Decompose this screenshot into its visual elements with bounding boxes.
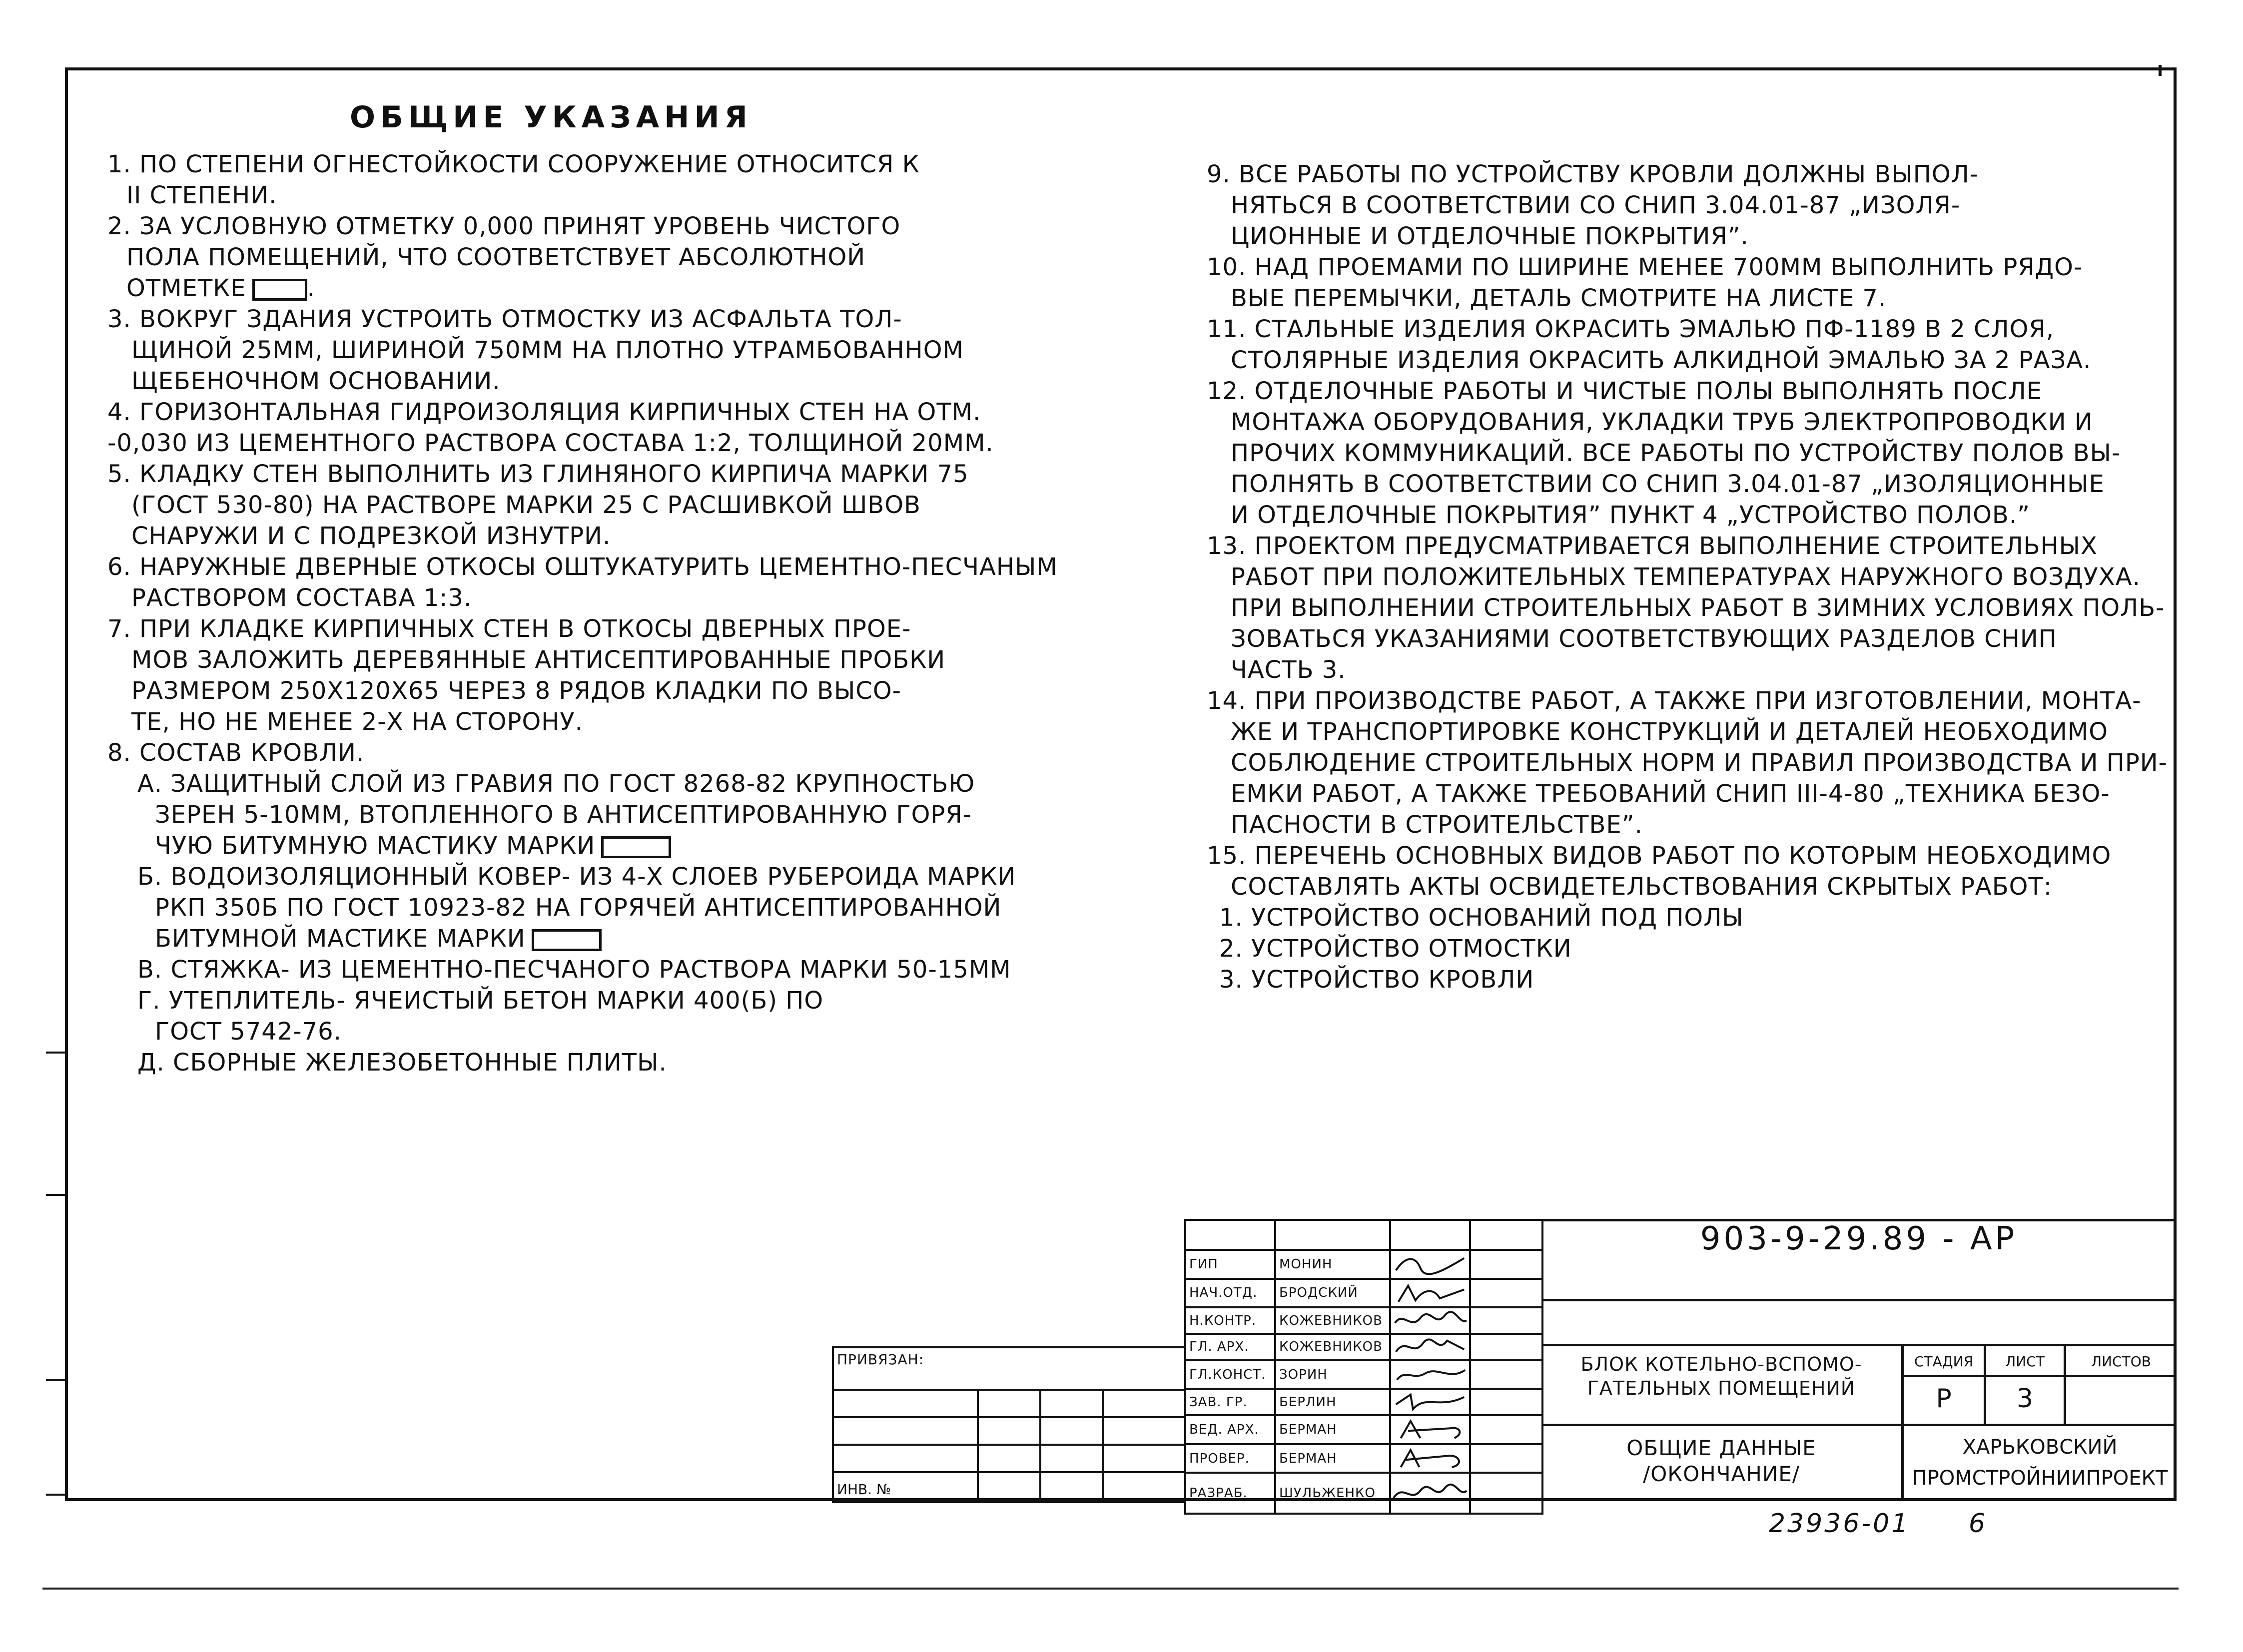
note-line: ЗОВАТЬСЯ УКАЗАНИЯМИ СООТВЕТСТВУЮЩИХ РАЗДЕЛОВ СНИП: [1231, 625, 2057, 653]
organization-line: ХАРЬКОВСКИЙ: [1962, 1436, 2118, 1459]
note-line: 1. УСТРОЙСТВО ОСНОВАНИЙ ПОД ПОЛЫ: [1219, 904, 1744, 932]
page-title: ОБЩИЕ УКАЗАНИЯ: [350, 100, 752, 135]
signature-icon: [1390, 1389, 1470, 1415]
archive-number: 23936-01: [1769, 1509, 1910, 1539]
note-line: Д. СБОРНЫЕ ЖЕЛЕЗОБЕТОННЫЕ ПЛИТЫ.: [137, 1049, 667, 1077]
organization-name: [1904, 1428, 2176, 1498]
note-line: 2. УСТРОЙСТВО ОТМОСТКИ: [1219, 935, 1572, 963]
signature-icon: [1390, 1334, 1470, 1360]
note-line: 5. КЛАДКУ СТЕН ВЫПОЛНИТЬ ИЗ ГЛИНЯНОГО КИРПИЧА МАРКИ 75: [107, 460, 969, 488]
inventory-label: ИНВ. №: [837, 1481, 891, 1498]
frame-corner-tick: [2159, 65, 2162, 76]
person-name: КОЖЕВНИКОВ: [1275, 1334, 1390, 1360]
signatures-table: [1184, 1219, 1543, 1515]
note-line: ОТМЕТКЕ .: [126, 274, 315, 302]
privyazan-label: ПРИВЯЗАН:: [837, 1351, 924, 1368]
note-line: И ОТДЕЛОЧНЫЕ ПОКРЫТИЯ” ПУНКТ 4 „УСТРОЙСТВО ПОЛОВ.”: [1231, 501, 2030, 529]
person-name: МОНИН: [1275, 1250, 1390, 1279]
note-line: РАЗМЕРОМ 250X120X65 ЧЕРЕЗ 8 РЯДОВ КЛАДКИ ПО ВЫСО-: [131, 677, 901, 705]
role-row: [1185, 1415, 1542, 1444]
note-line: ЩИНОЙ 25ММ, ШИРИНОЙ 750ММ НА ПЛОТНО УТРАМБОВАННОМ: [131, 336, 964, 364]
binding-stamp-grid: [832, 1346, 1186, 1503]
binding-mark: [46, 1194, 65, 1196]
signature-icon: [1390, 1279, 1470, 1308]
note-line: [107, 830, 1058, 861]
person-name: КОЖЕВНИКОВ: [1275, 1307, 1390, 1334]
role-label: ГИП: [1185, 1250, 1275, 1279]
note-line: ВЫЕ ПЕРЕМЫЧКИ, ДЕТАЛЬ СМОТРИТЕ НА ЛИСТЕ 7.: [1231, 284, 1887, 312]
sheets-header: ЛИСТОВ: [2091, 1353, 2151, 1370]
role-row: [1185, 1250, 1542, 1279]
note-line: ЖЕ И ТРАНСПОРТИРОВКЕ КОНСТРУКЦИЙ И ДЕТАЛЕЙ НЕОБХОДИМО: [1231, 718, 2109, 746]
sheet-value: 3: [2016, 1384, 2034, 1414]
note-line: ЦИОННЫЕ И ОТДЕЛОЧНЫЕ ПОКРЫТИЯ”.: [1231, 222, 1749, 250]
stage-value: Р: [1936, 1384, 1952, 1414]
object-name-line: ГАТЕЛЬНЫХ ПОМЕЩЕНИЙ: [1587, 1377, 1856, 1399]
role-label: ПРОВЕР.: [1185, 1444, 1275, 1473]
note-line: Б. ВОДОИЗОЛЯЦИОННЫЙ КОВЕР- ИЗ 4-Х СЛОЕВ РУБЕРОИДА МАРКИ: [137, 863, 1016, 891]
note-line: 1. ПО СТЕПЕНИ ОГНЕСТОЙКОСТИ СООРУЖЕНИЕ ОТНОСИТСЯ К: [107, 150, 920, 178]
role-row: [1185, 1334, 1542, 1360]
role-row: [1185, 1444, 1542, 1473]
binding-mark: [46, 1494, 65, 1496]
note-line: СНАРУЖИ И С ПОДРЕЗКОЙ ИЗНУТРИ.: [131, 522, 611, 550]
note-line: 11. СТАЛЬНЫЕ ИЗДЕЛИЯ ОКРАСИТЬ ЭМАЛЬЮ ПФ-1189 В 2 СЛОЯ,: [1207, 315, 2055, 343]
note-line: СТОЛЯРНЫЕ ИЗДЕЛИЯ ОКРАСИТЬ АЛКИДНОЙ ЭМАЛЬЮ ЗА 2 РАЗА.: [1231, 346, 2092, 374]
document-code: 903-9-29.89 - АР: [1700, 1220, 2018, 1257]
signature-icon: [1390, 1250, 1470, 1279]
note-line: ПОЛНЯТЬ В СООТВЕТСТВИИ СО СНИП 3.04.01-87 „ИЗОЛЯЦИОННЫЕ: [1231, 470, 2105, 498]
note-line: МОВ ЗАЛОЖИТЬ ДЕРЕВЯННЫЕ АНТИСЕПТИРОВАННЫЕ ПРОБКИ: [131, 646, 946, 674]
note-line: 9. ВСЕ РАБОТЫ ПО УСТРОЙСТВУ КРОВЛИ ДОЛЖНЫ ВЫПОЛ-: [1207, 160, 1979, 188]
note-line: ПРИ ВЫПОЛНЕНИИ СТРОИТЕЛЬНЫХ РАБОТ В ЗИМНИХ УСЛОВИЯХ ПОЛЬ-: [1231, 594, 2165, 622]
note-line: 4. ГОРИЗОНТАЛЬНАЯ ГИДРОИЗОЛЯЦИЯ КИРПИЧНЫХ СТЕН НА ОТМ.: [107, 398, 981, 426]
role-row: [1185, 1473, 1542, 1514]
note-line: 15. ПЕРЕЧЕНЬ ОСНОВНЫХ ВИДОВ РАБОТ ПО КОТОРЫМ НЕОБХОДИМО: [1207, 842, 2112, 870]
person-name: БЕРМАН: [1275, 1444, 1390, 1473]
blank-mark-box: [601, 836, 671, 858]
note-line: ЗЕРЕН 5-10ММ, ВТОПЛЕННОГО В АНТИСЕПТИРОВАННУЮ ГОРЯ-: [155, 801, 972, 829]
note-line: 8. СОСТАВ КРОВЛИ.: [107, 739, 365, 767]
note-line: ЩЕБЕНОЧНОМ ОСНОВАНИИ.: [131, 367, 501, 395]
sheet-header: ЛИСТ: [2005, 1353, 2045, 1370]
person-name: ШУЛЬЖЕНКО: [1275, 1473, 1390, 1514]
note-line: II СТЕПЕНИ.: [126, 181, 277, 209]
note-line: Г. УТЕПЛИТЕЛЬ- ЯЧЕИСТЫЙ БЕТОН МАРКИ 400(Б) ПО: [137, 987, 824, 1015]
note-line: А. ЗАЩИТНЫЙ СЛОЙ ИЗ ГРАВИЯ ПО ГОСТ 8268-82 КРУПНОСТЬЮ: [137, 770, 975, 798]
note-line-text: ОТМЕТКЕ: [126, 274, 246, 302]
note-line: 6. НАРУЖНЫЕ ДВЕРНЫЕ ОТКОСЫ ОШТУКАТУРИТЬ ЦЕМЕНТНО-ПЕСЧАНЫМ: [107, 553, 1058, 581]
sheet-title-line: /ОКОНЧАНИЕ/: [1643, 1462, 1800, 1486]
sheet-cut-line: [42, 1588, 2179, 1590]
note-line: -0,030 ИЗ ЦЕМЕНТНОГО РАСТВОРА СОСТАВА 1:2, ТОЛЩИНОЙ 20ММ.: [107, 429, 994, 457]
role-label: НАЧ.ОТД.: [1185, 1279, 1275, 1308]
role-label: ЗАВ. ГР.: [1185, 1389, 1275, 1415]
signature-icon: [1390, 1473, 1470, 1514]
person-name: БРОДСКИЙ: [1275, 1279, 1390, 1308]
notes-left-column: [107, 149, 1058, 1078]
signature-icon: [1390, 1360, 1470, 1389]
note-line: ГОСТ 5742-76.: [155, 1018, 342, 1046]
person-name: БЕРМАН: [1275, 1415, 1390, 1444]
note-line: (ГОСТ 530-80) НА РАСТВОРЕ МАРКИ 25 С РАСШИВКОЙ ШВОВ: [131, 491, 921, 519]
note-line: ПОЛА ПОМЕЩЕНИЙ, ЧТО СООТВЕТСТВУЕТ АБСОЛЮТНОЙ: [126, 243, 866, 271]
note-line: РАСТВОРОМ СОСТАВА 1:3.: [131, 584, 472, 612]
notes-right-column: [1207, 159, 2168, 995]
note-line: НЯТЬСЯ В СООТВЕТСТВИИ СО СНИП 3.04.01-87 „ИЗОЛЯ-: [1231, 191, 1961, 219]
note-line: ЧАСТЬ 3.: [1231, 656, 1346, 684]
note-line: 3. УСТРОЙСТВО КРОВЛИ: [1219, 966, 1534, 994]
note-line: РКП 350Б ПО ГОСТ 10923-82 НА ГОРЯЧЕЙ АНТИСЕПТИРОВАННОЙ: [155, 894, 1002, 922]
object-name-line: БЛОК КОТЕЛЬНО-ВСПОМО-: [1580, 1353, 1862, 1375]
organization-line: ПРОМСТРОЙНИИПРОЕКТ: [1912, 1467, 2168, 1490]
role-label: ГЛ. АРХ.: [1185, 1334, 1275, 1360]
note-line-text: ЧУЮ БИТУМНУЮ МАСТИКУ МАРКИ: [155, 832, 596, 860]
note-line: ЕМКИ РАБОТ, А ТАКЖЕ ТРЕБОВАНИЙ СНИП III-4-80 „ТЕХНИКА БЕЗО-: [1231, 780, 2110, 808]
note-line: ТЕ, НО НЕ МЕНЕЕ 2-Х НА СТОРОНУ.: [131, 708, 583, 736]
note-line: 10. НАД ПРОЕМАМИ ПО ШИРИНЕ МЕНЕЕ 700ММ ВЫПОЛНИТЬ РЯДО-: [1207, 253, 2083, 281]
sheet-title: [1541, 1424, 1901, 1499]
note-line: СОБЛЮДЕНИЕ СТРОИТЕЛЬНЫХ НОРМ И ПРАВИЛ ПРОИЗВОДСТВА И ПРИ-: [1231, 749, 2168, 777]
object-name: [1541, 1344, 1901, 1409]
sheet-title-line: ОБЩИЕ ДАННЫЕ: [1626, 1436, 1816, 1460]
role-label: РАЗРАБ.: [1185, 1473, 1275, 1514]
note-line: 7. ПРИ КЛАДКЕ КИРПИЧНЫХ СТЕН В ОТКОСЫ ДВЕРНЫХ ПРОЕ-: [107, 615, 911, 643]
role-row: [1185, 1360, 1542, 1389]
note-line: 12. ОТДЕЛОЧНЫЕ РАБОТЫ И ЧИСТЫЕ ПОЛЫ ВЫПОЛНЯТЬ ПОСЛЕ: [1207, 377, 2043, 405]
note-line: 2. ЗА УСЛОВНУЮ ОТМЕТКУ 0,000 ПРИНЯТ УРОВЕНЬ ЧИСТОГО: [107, 212, 901, 240]
role-label: ГЛ.КОНСТ.: [1185, 1360, 1275, 1389]
note-line: РАБОТ ПРИ ПОЛОЖИТЕЛЬНЫХ ТЕМПЕРАТУРАХ НАРУЖНОГО ВОЗДУХА.: [1231, 563, 2141, 591]
signature-icon: [1390, 1307, 1470, 1334]
blank-mark-box: [532, 929, 602, 951]
page-number: 6: [1969, 1509, 1986, 1539]
blank-mark-box: [252, 279, 307, 301]
note-line: МОНТАЖА ОБОРУДОВАНИЯ, УКЛАДКИ ТРУБ ЭЛЕКТРОПРОВОДКИ И: [1231, 408, 2093, 436]
note-line: СОСТАВЛЯТЬ АКТЫ ОСВИДЕТЕЛЬСТВОВАНИЯ СКРЫТЫХ РАБОТ:: [1231, 873, 2052, 901]
note-line: 14. ПРИ ПРОИЗВОДСТВЕ РАБОТ, А ТАКЖЕ ПРИ ИЗГОТОВЛЕНИИ, МОНТА-: [1207, 687, 2142, 715]
note-line-text: БИТУМНОЙ МАСТИКЕ МАРКИ: [155, 925, 526, 953]
person-name: БЕРЛИН: [1275, 1389, 1390, 1415]
title-block-line: [1541, 1299, 2176, 1301]
note-line: В. СТЯЖКА- ИЗ ЦЕМЕНТНО-ПЕСЧАНОГО РАСТВОРА МАРКИ 50-15ММ: [137, 956, 1011, 984]
binding-mark: [46, 1379, 65, 1381]
signature-icon: [1390, 1415, 1470, 1444]
signature-icon: [1390, 1444, 1470, 1473]
stage-header: СТАДИЯ: [1914, 1353, 1974, 1370]
role-row: [1185, 1389, 1542, 1415]
note-line: ПАСНОСТИ В СТРОИТЕЛЬСТВЕ”.: [1231, 811, 1643, 839]
role-label: ВЕД. АРХ.: [1185, 1415, 1275, 1444]
note-line: 13. ПРОЕКТОМ ПРЕДУСМАТРИВАЕТСЯ ВЫПОЛНЕНИЕ СТРОИТЕЛЬНЫХ: [1207, 532, 2098, 560]
person-name: ЗОРИН: [1275, 1360, 1390, 1389]
role-row: [1185, 1279, 1542, 1308]
role-label: Н.КОНТР.: [1185, 1307, 1275, 1334]
note-line: [107, 923, 1058, 954]
note-line: 3. ВОКРУГ ЗДАНИЯ УСТРОИТЬ ОТМОСТКУ ИЗ АСФАЛЬТА ТОЛ-: [107, 305, 902, 333]
binding-mark: [46, 1052, 65, 1054]
note-line: ПРОЧИХ КОММУНИКАЦИЙ. ВСЕ РАБОТЫ ПО УСТРОЙСТВУ ПОЛОВ ВЫ-: [1231, 439, 2121, 467]
role-row: [1185, 1307, 1542, 1334]
